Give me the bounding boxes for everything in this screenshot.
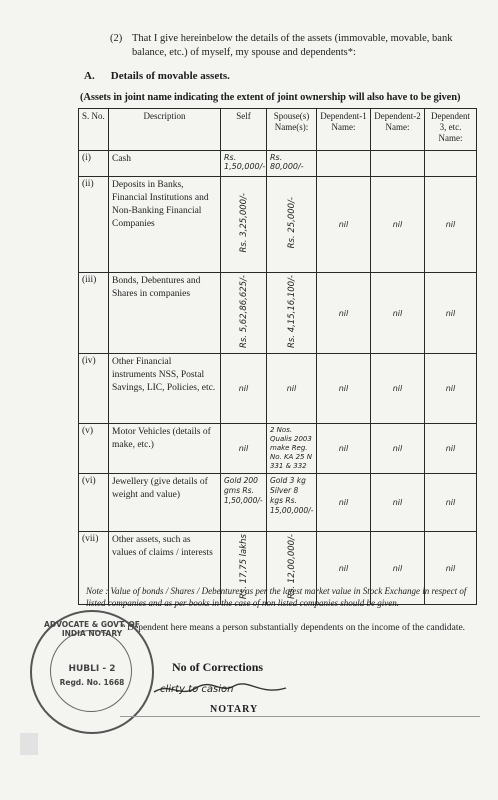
table-row [79,151,477,177]
valuation-footnote: Note : Value of bonds / Shares / Debentures as per the latest market value in Stock Exchange in respect of listed companies and as per books in the case of non listed companies should be given. [86,586,467,608]
row-description: Jewellery (give details of weight and value) [109,474,221,532]
row-number: (v) [79,424,109,474]
seal-top-text: ADVOCATE & GOVT. OF INDIA NOTARY [44,620,140,638]
corrections-label: No of Corrections [172,660,264,674]
row-description: Other Financial instruments NSS, Postal Savings, LIC, Policies, etc. [109,354,221,424]
self-value: Rs. 3,25,000/- [238,193,249,253]
spouse-value: nil [267,354,317,424]
header-dependent-2: Dependent-2 Name: [371,109,425,151]
dependent-footnote: * Dependent here means a person substantially dependents on the income of the candidate. [120,623,466,633]
movable-assets-table [78,108,477,605]
row-number: (vii) [79,532,109,605]
row-description: Deposits in Banks, Financial Institutions and Non-Banking Financial Companies [109,177,221,273]
header-description: Description [109,109,221,151]
dependent-2-value: nil [371,354,425,424]
dependent-1-value [317,151,371,177]
dependent-1-value: nil [317,177,371,273]
dependent-1-value: nil [317,273,371,354]
dependent-1-value: nil [317,424,371,474]
intro-number: (2) [110,33,123,44]
section-label: A. [84,70,95,82]
notary-signature-text: clirty to casion [160,684,234,695]
dependent-2-value [371,151,425,177]
header-dependent-3: Dependent 3, etc. Name: [425,109,477,151]
spouse-value: Rs. 25,000/- [286,197,297,249]
row-description: Other assets, such as values of claims / interests [109,532,221,605]
joint-ownership-note: (Assets in joint name indicating the extent of joint ownership will also have to be given) [80,92,461,103]
row-description: Cash [109,151,221,177]
spouse-value: Gold 3 kg Silver 8 kgs Rs. 15,00,000/- [267,474,317,532]
dependent-1-value: nil [317,532,371,605]
dependent-2-value: nil [371,474,425,532]
row-number: (iii) [79,273,109,354]
row-number: (ii) [79,177,109,273]
spouse-value: 2 Nos. Qualis 2003 make Reg. No. KA 25 N 331 & 332 [267,424,317,474]
section-heading [84,70,230,82]
self-value: nil [221,424,267,474]
scan-artifact [20,733,38,755]
dependent-3-value: nil [425,532,477,605]
dependent-3-value: nil [425,273,477,354]
header-sno: S. No. [79,109,109,151]
self-value: Rs. 5,62,86,625/- [238,275,249,349]
dependent-3-value: nil [425,354,477,424]
self-value: nil [221,354,267,424]
table-header-row [79,109,477,151]
dependent-2-value: nil [371,424,425,474]
table-row [79,424,477,474]
intro-text: That I give hereinbelow the details of the assets (immovable, movable, bank balance, etc.) of myself, my spouse and dependents*: [132,33,453,58]
seal-city-text: HUBLI - 2 [68,664,116,674]
header-spouse: Spouse(s) Name(s): [267,109,317,151]
row-description: Bonds, Debentures and Shares in companies [109,273,221,354]
header-self: Self [221,109,267,151]
dependent-3-value: nil [425,424,477,474]
section-title: Details of movable assets. [110,70,230,82]
row-description: Motor Vehicles (details of make, etc.) [109,424,221,474]
self-value: Rs. 1,50,000/- [221,151,267,177]
bottom-divider [120,716,480,717]
spouse-value: Rs. 80,000/- [267,151,317,177]
dependent-3-value: nil [425,474,477,532]
dependent-2-value: nil [371,532,425,605]
spouse-value: Rs. 12,00,000/- [286,534,297,600]
dependent-3-value [425,151,477,177]
header-dependent-1: Dependent-1 Name: [317,109,371,151]
row-number: (iv) [79,354,109,424]
table-row [79,177,477,273]
dependent-1-value: nil [317,474,371,532]
table-row [79,354,477,424]
notary-label: NOTARY [210,704,259,715]
dependent-2-value: nil [371,177,425,273]
table-row [79,273,477,354]
spouse-value: Rs. 4,15,16,100/- [286,275,297,349]
dependent-1-value: nil [317,354,371,424]
dependent-2-value: nil [371,273,425,354]
self-value: Gold 200 gms Rs. 1,50,000/- [221,474,267,532]
row-number: (vi) [79,474,109,532]
seal-reg-text: Regd. No. 1668 [59,678,125,687]
self-value: Rs. 17,75 lakhs [238,534,249,600]
table-row [79,474,477,532]
row-number: (i) [79,151,109,177]
dependent-3-value: nil [425,177,477,273]
